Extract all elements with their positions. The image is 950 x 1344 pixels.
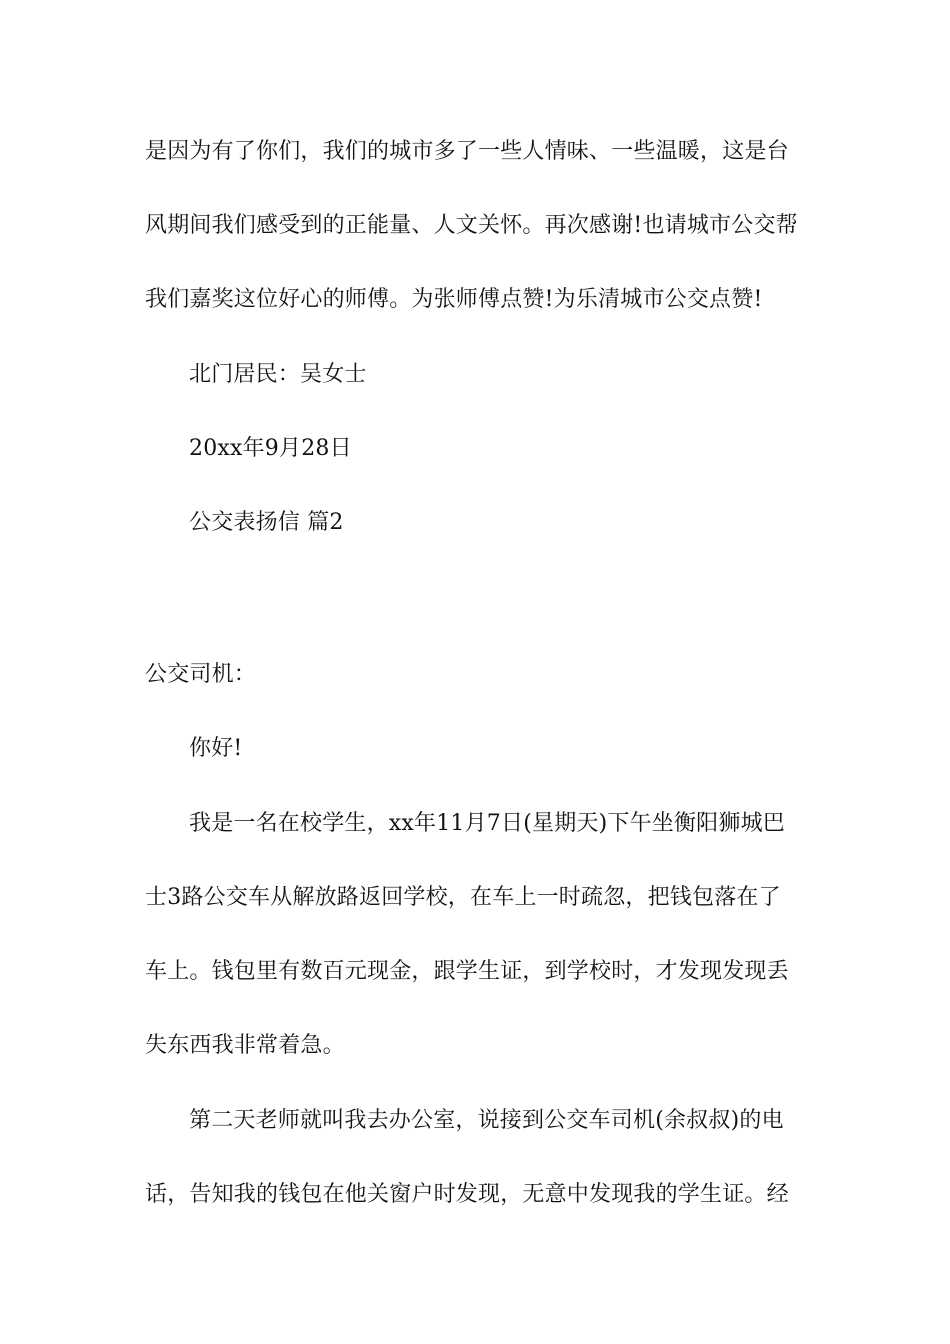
paragraph-line: 失东西我非常着急。: [145, 1033, 345, 1058]
date-line: 20xx年9月28日: [189, 436, 352, 461]
paragraph-line: 第二天老师就叫我去办公室，说接到公交车司机(余叔叔)的电: [189, 1108, 784, 1133]
paragraph-line: 士3路公交车从解放路返回学校，在车上一时疏忽，把钱包落在了: [145, 885, 781, 910]
greeting-line: 你好!: [189, 736, 243, 761]
section-title: 公交表扬信 篇2: [189, 510, 344, 535]
signature-line: 北门居民：吴女士: [189, 362, 367, 387]
paragraph-line: 我们嘉奖这位好心的师傅。为张师傅点赞!为乐清城市公交点赞!: [145, 287, 763, 312]
paragraph-line: 车上。钱包里有数百元现金，跟学生证，到学校时，才发现发现丢: [145, 959, 789, 984]
salutation-line: 公交司机：: [145, 662, 257, 687]
paragraph-line: 是因为有了你们，我们的城市多了一些人情味、一些温暖，这是台: [145, 139, 789, 164]
paragraph-line: 风期间我们感受到的正能量、人文关怀。再次感谢!也请城市公交帮: [145, 213, 798, 238]
paragraph-line: 我是一名在校学生，xx年11月7日(星期天)下午坐衡阳狮城巴: [189, 811, 785, 836]
paragraph-line: 话，告知我的钱包在他关窗户时发现，无意中发现我的学生证。经: [145, 1182, 789, 1207]
